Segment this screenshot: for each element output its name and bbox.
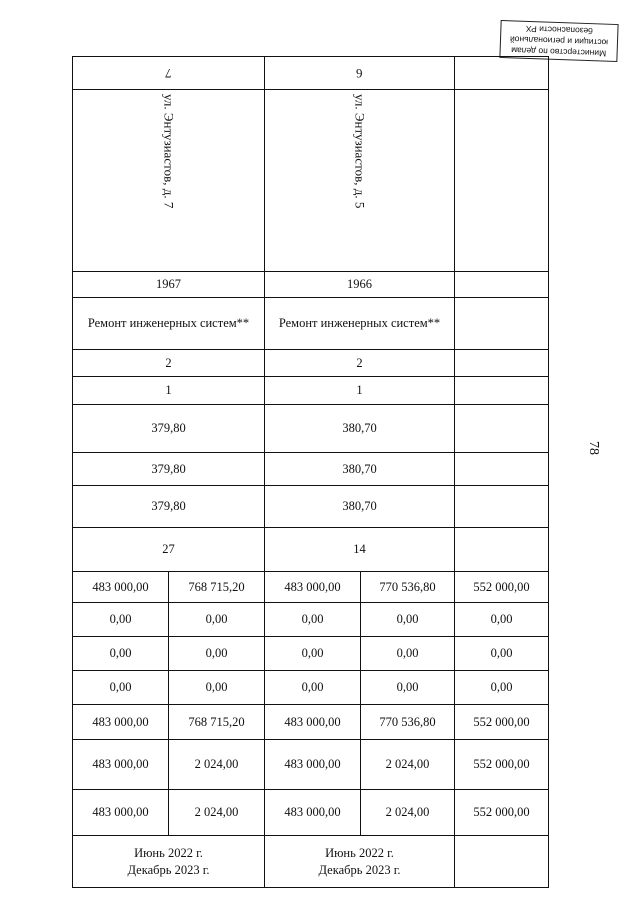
table-row: [73, 603, 549, 637]
amount-cell: 0,00: [455, 603, 549, 637]
table-row: [73, 298, 549, 350]
amount-cell: 0,00: [169, 603, 265, 637]
table-row: [73, 405, 549, 453]
row-number-cell: 6: [265, 57, 455, 90]
period-end: Декабрь 2023 г.: [127, 862, 210, 877]
empty-cell: [455, 90, 549, 272]
table-row: [73, 740, 549, 790]
value-cell: 380,70: [265, 405, 455, 453]
amount-cell: 483 000,00: [265, 790, 361, 836]
table-row: [73, 377, 549, 405]
row-number-cell: 7: [73, 57, 265, 90]
page-number: 78: [586, 441, 601, 455]
table-row: [73, 705, 549, 740]
amount-cell: 0,00: [265, 603, 361, 637]
amount-cell: 0,00: [361, 671, 455, 705]
address-cell: ул. Энтузиастов, д. 5: [265, 90, 455, 272]
empty-cell: [455, 453, 549, 486]
value-cell: 379,80: [73, 486, 265, 528]
table-row: [73, 90, 549, 272]
amount-cell: 768 715,20: [169, 572, 265, 603]
empty-cell: [455, 272, 549, 298]
empty-cell: [455, 528, 549, 572]
table-row: [73, 57, 549, 90]
empty-cell: [455, 836, 549, 888]
value-cell: 379,80: [73, 453, 265, 486]
amount-cell: 2 024,00: [169, 790, 265, 836]
value-cell: 27: [73, 528, 265, 572]
amount-cell: 0,00: [455, 637, 549, 671]
year-cell: 1967: [73, 272, 265, 298]
value-cell: 380,70: [265, 453, 455, 486]
stamp-line: Министерство по делам: [510, 45, 607, 59]
amount-cell: 0,00: [455, 671, 549, 705]
amount-cell: 768 715,20: [169, 705, 265, 740]
table-row: [73, 790, 549, 836]
amount-cell: 483 000,00: [73, 705, 169, 740]
work-type-cell: Ремонт инженерных систем**: [265, 298, 455, 350]
table-row: [73, 272, 549, 298]
empty-cell: [455, 405, 549, 453]
value-cell: 379,80: [73, 405, 265, 453]
amount-cell: 0,00: [73, 603, 169, 637]
amount-cell: 483 000,00: [265, 740, 361, 790]
amount-cell: 0,00: [265, 637, 361, 671]
period-start: Июнь 2022 г.: [134, 845, 203, 860]
table-row: [73, 453, 549, 486]
empty-cell: [455, 377, 549, 405]
empty-cell: [455, 486, 549, 528]
address-cell: ул. Энтузиастов, д. 7: [73, 90, 265, 272]
amount-cell: 2 024,00: [361, 740, 455, 790]
value-cell: 1: [265, 377, 455, 405]
amount-cell: 0,00: [361, 603, 455, 637]
table-row: [73, 350, 549, 377]
stamp-line: безопасности РХ: [525, 23, 594, 37]
stamp-line: юстиции и региональной: [509, 34, 609, 48]
empty-cell: [455, 350, 549, 377]
value-cell: 2: [265, 350, 455, 377]
period-start: Июнь 2022 г.: [325, 845, 394, 860]
period-cell: [265, 836, 455, 888]
amount-cell: 483 000,00: [73, 572, 169, 603]
table-row: [73, 486, 549, 528]
empty-cell: [455, 298, 549, 350]
table-row: [73, 836, 549, 888]
table-row: [73, 528, 549, 572]
value-cell: 14: [265, 528, 455, 572]
repair-schedule-table: [72, 56, 549, 888]
amount-cell: 552 000,00: [455, 572, 549, 603]
amount-cell: 770 536,80: [361, 705, 455, 740]
period-cell: [73, 836, 265, 888]
amount-cell: 0,00: [169, 671, 265, 705]
amount-cell: 2 024,00: [169, 740, 265, 790]
amount-cell: 0,00: [169, 637, 265, 671]
amount-cell: 770 536,80: [361, 572, 455, 603]
amount-cell: 0,00: [361, 637, 455, 671]
table-row: [73, 572, 549, 603]
work-type-cell: Ремонт инженерных систем**: [73, 298, 265, 350]
amount-cell: 552 000,00: [455, 740, 549, 790]
table-row: [73, 637, 549, 671]
empty-cell: [455, 57, 549, 90]
amount-cell: 483 000,00: [73, 740, 169, 790]
amount-cell: 0,00: [265, 671, 361, 705]
amount-cell: 483 000,00: [73, 790, 169, 836]
amount-cell: 0,00: [73, 637, 169, 671]
year-cell: 1966: [265, 272, 455, 298]
amount-cell: 552 000,00: [455, 705, 549, 740]
value-cell: 2: [73, 350, 265, 377]
amount-cell: 0,00: [73, 671, 169, 705]
value-cell: 1: [73, 377, 265, 405]
period-end: Декабрь 2023 г.: [318, 862, 401, 877]
amount-cell: 2 024,00: [361, 790, 455, 836]
amount-cell: 483 000,00: [265, 572, 361, 603]
value-cell: 380,70: [265, 486, 455, 528]
amount-cell: 552 000,00: [455, 790, 549, 836]
amount-cell: 483 000,00: [265, 705, 361, 740]
table-row: [73, 671, 549, 705]
